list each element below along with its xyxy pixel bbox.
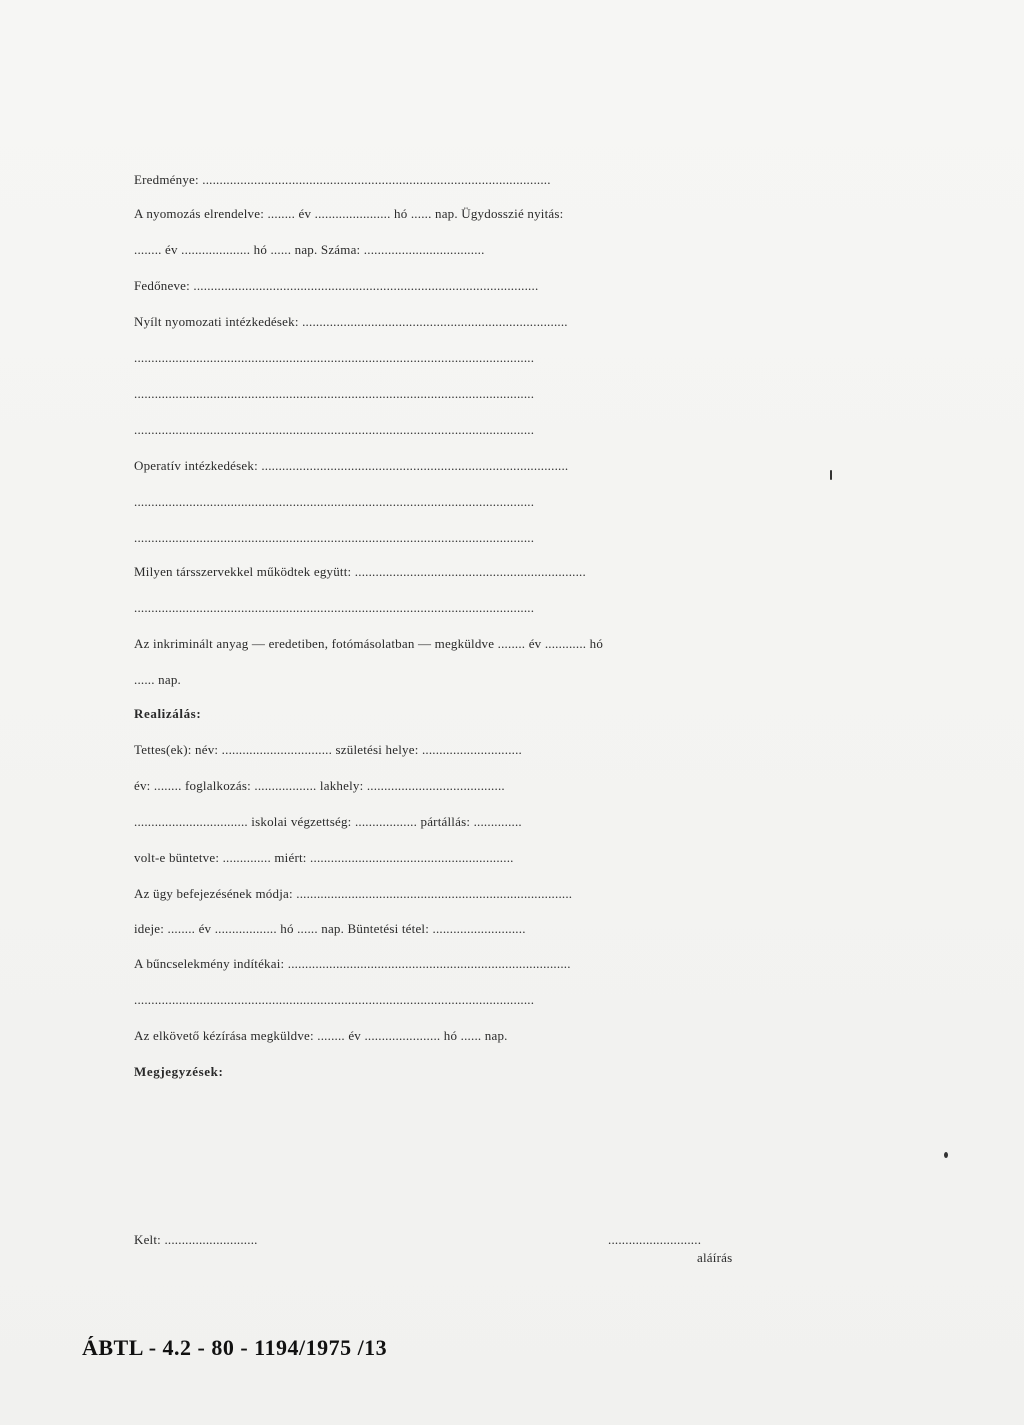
blank-line: .................................................................................................................... — [134, 530, 535, 545]
field-volt-e-buntetve: volt-e büntetve: .............. miért: ........................................................... — [134, 850, 514, 865]
field-inkriminalt-anyag: Az inkriminált anyag — eredetiben, fotómásolatban — megküldve ........ év ............ hó — [134, 636, 604, 651]
blank-line: .................................................................................................................... — [134, 350, 535, 365]
ink-speck — [944, 1152, 948, 1158]
signature-label: aláírás — [697, 1250, 733, 1265]
blank-line: .................................................................................................................... — [134, 422, 535, 437]
archive-reference: ÁBTL - 4.2 - 80 - 1194/1975 /13 — [82, 1335, 388, 1360]
blank-line: .................................................................................................................... — [134, 494, 535, 509]
section-realizalas: Realizálás: — [134, 706, 202, 721]
field-ev-ho-szama: ........ év .................... hó ...... nap. Száma: ................................... — [134, 242, 485, 257]
field-kelt: Kelt: ........................... — [134, 1232, 258, 1247]
signature-line: ........................... — [608, 1232, 702, 1247]
ink-mark — [830, 470, 832, 480]
field-ugy-befejezese: Az ügy befejezésének módja: ................................................................................ — [134, 886, 573, 901]
blank-line: .................................................................................................................... — [134, 600, 535, 615]
field-operativ: Operatív intézkedések: ......................................................................................... — [134, 458, 569, 473]
field-nyomozas-elrendelve: A nyomozás elrendelve: ........ év ...................... hó ...... nap. Ügydosszié nyitás: — [134, 206, 564, 221]
field-nap: ...... nap. — [134, 672, 181, 687]
field-ev-foglalkozas: év: ........ foglalkozás: .................. lakhely: ........................................ — [134, 778, 505, 793]
field-eredmenye: Eredménye: ..................................................................................................... — [134, 172, 551, 187]
field-tarsszervek: Milyen társszervekkel működtek együtt: ................................................................... — [134, 564, 586, 579]
blank-line: .................................................................................................................... — [134, 386, 535, 401]
field-inditekai: A bűncselekmény indítékai: .................................................................................. — [134, 956, 571, 971]
field-kezirasa: Az elkövető kézírása megküldve: ........ év ...................... hó ...... nap. — [134, 1028, 508, 1043]
field-iskolai-vegzettseg: ................................. iskolai végzettség: .................. pártállás: .............. — [134, 814, 522, 829]
field-ideje: ideje: ........ év .................. hó ...... nap. Büntetési tétel: ........................... — [134, 921, 526, 936]
field-tettes: Tettes(ek): név: ................................ születési helye: ............................. — [134, 742, 523, 757]
field-fedoneve: Fedőneve: .................................................................................................... — [134, 278, 539, 293]
field-nyilt-nyomozati: Nyílt nyomozati intézkedések: ............................................................................. — [134, 314, 568, 329]
blank-line: .................................................................................................................... — [134, 992, 535, 1007]
section-megjegyzesek: Megjegyzések: — [134, 1064, 224, 1079]
